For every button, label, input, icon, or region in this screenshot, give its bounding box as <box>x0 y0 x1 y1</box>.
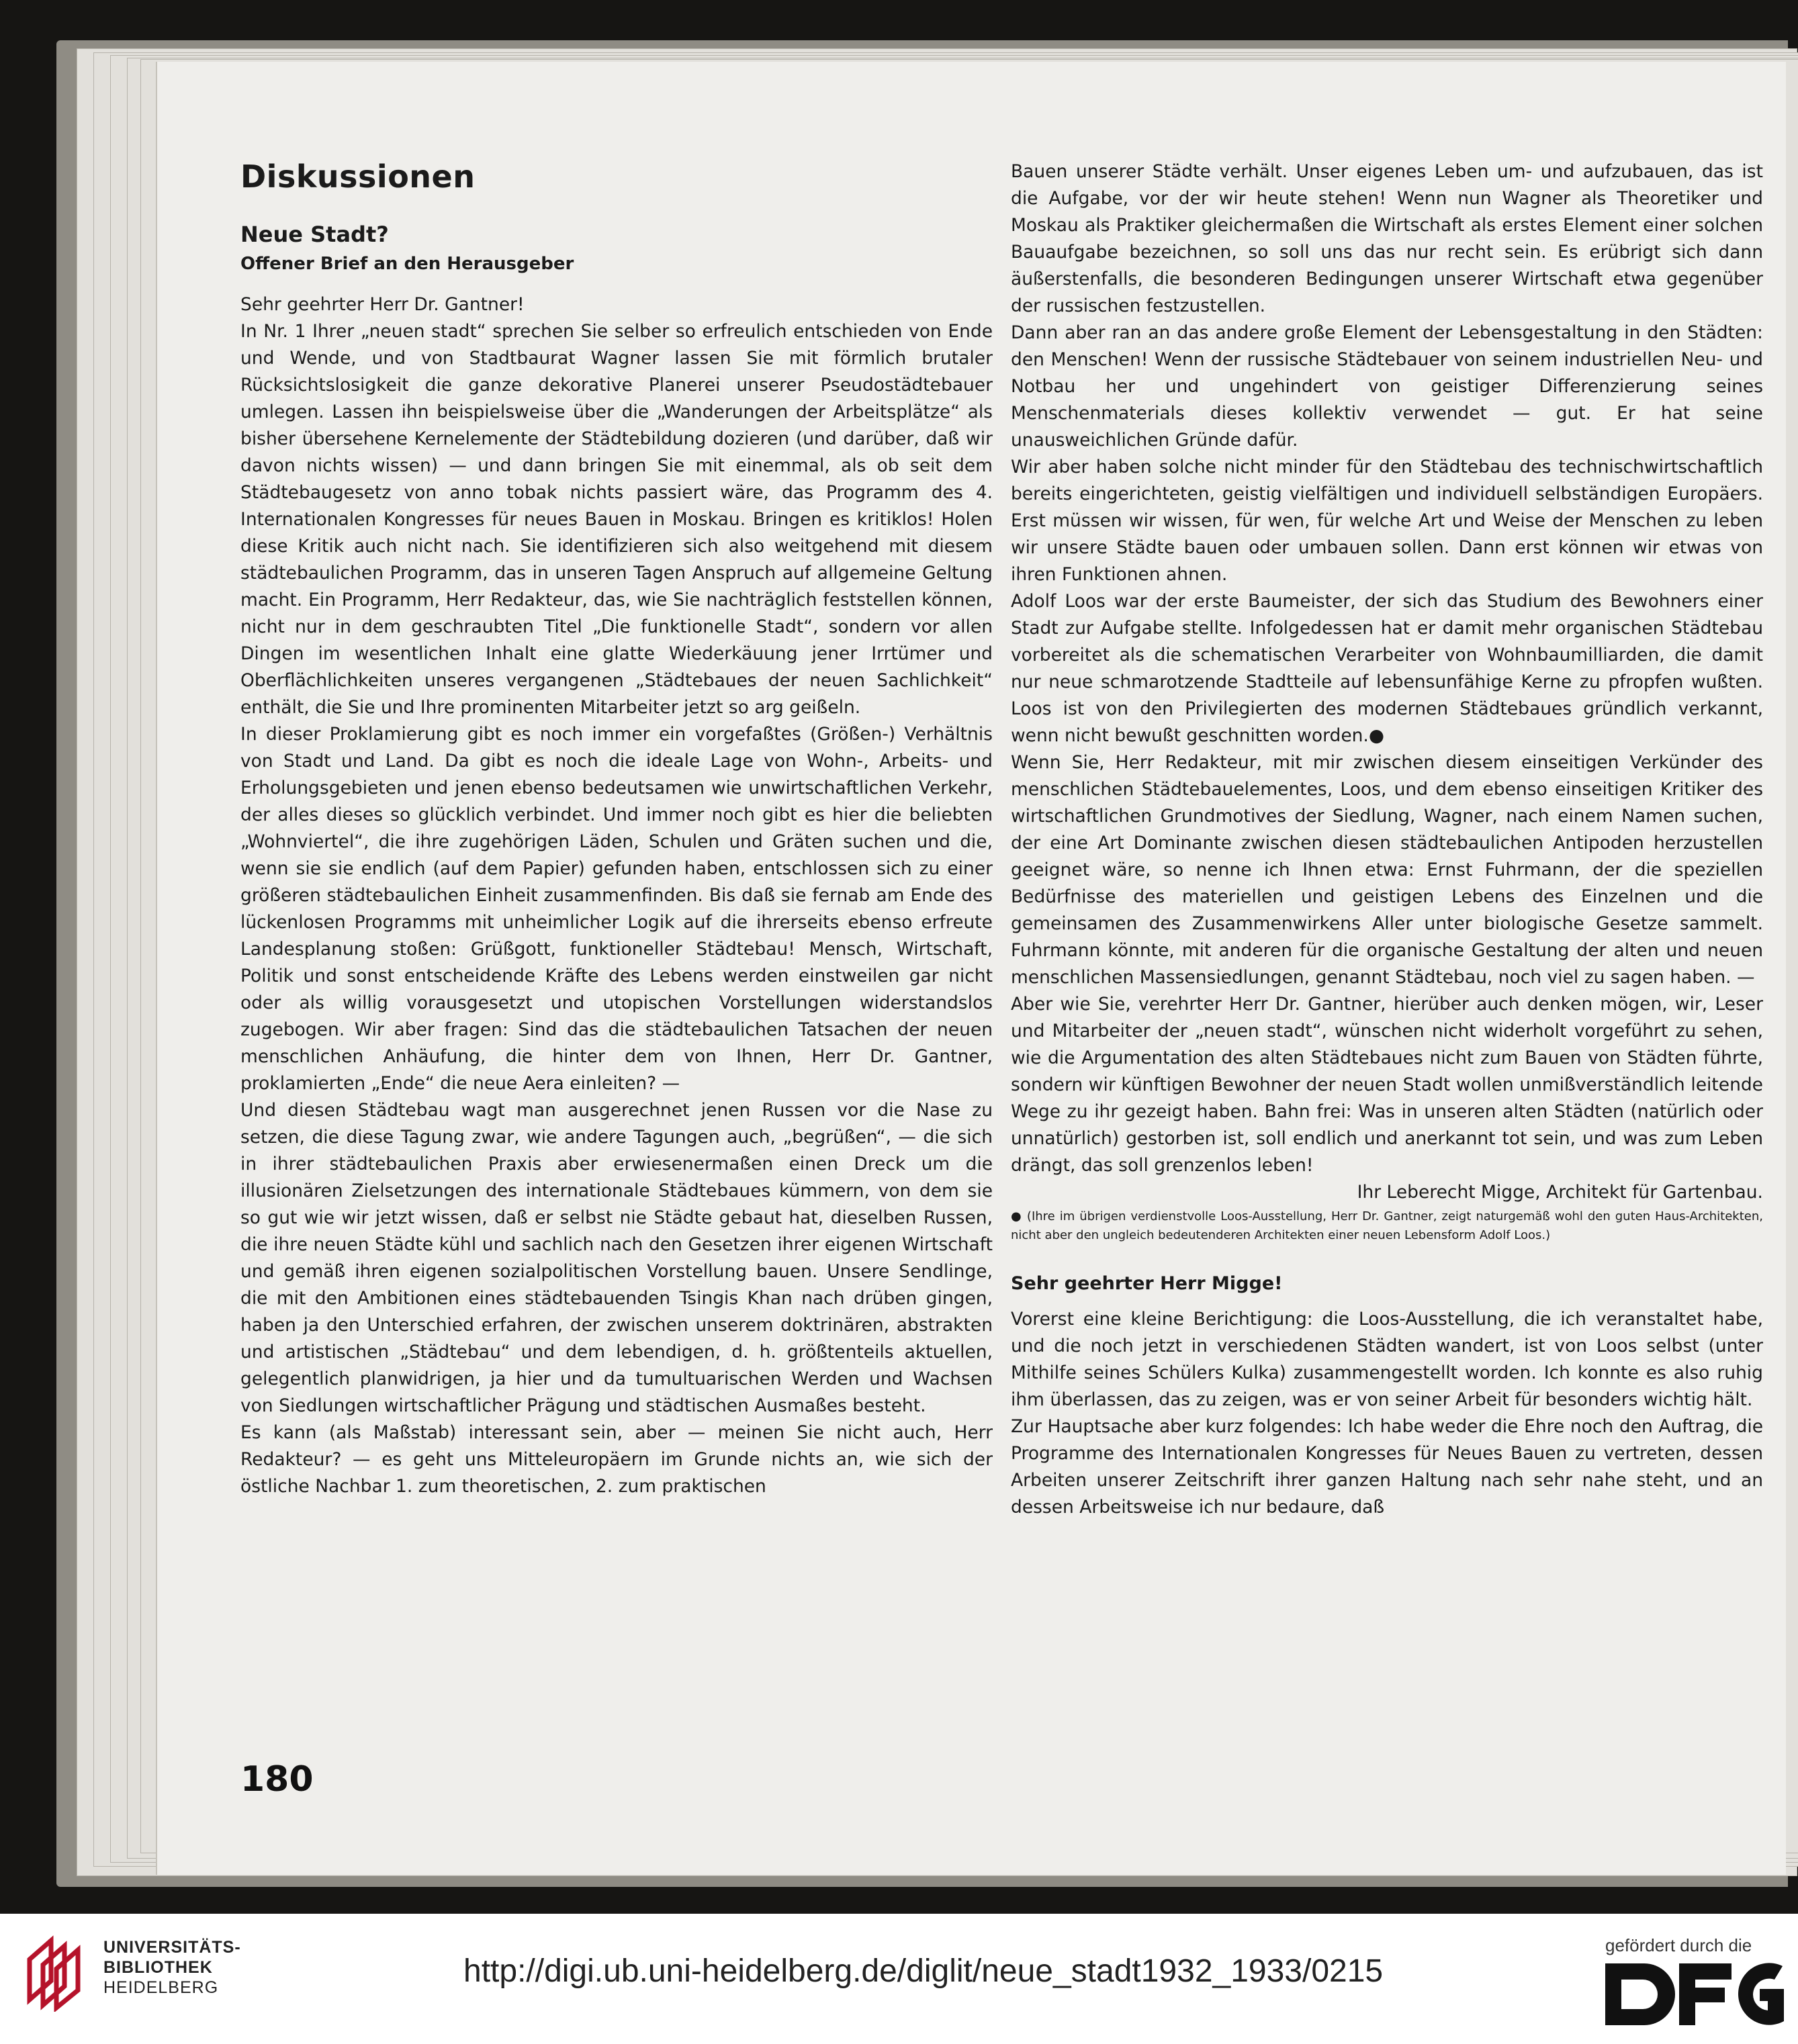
paragraph: Bauen unserer Städte verhält. Unser eigenes Leben um- und aufzubauen, das ist die Aufgabe, vor der wir heute stehen! Wenn nun Wagner als Theoretiker und Moskau als Praktiker gleichermaßen die Wirtschaft als erstes Element einer solchen Bauaufgabe bezeichnen, so soll uns das nur recht sein. Es erübrigt sich dann äußerstenfalls, die besonderen Bedingungen unserer Wirtschaft etwa gegenüber der russischen festzustellen. <box>1011 161 1763 316</box>
paragraph: Wenn Sie, Herr Redakteur, mit mir zwischen diesem einseitigen Verkünder des menschlichen Städtebauelementes, Loos, und dem ebenso einseitigen Kritiker des wirtschaftlichen Grundmotives der Siedlung, Wagner, nach einem Namen suchen, der eine Art Dominante zwischen diesen städtebaulichen Antipoden herzustellen geeignet wäre, so nenne ich Ihnen etwa: Ernst Fuhrmann, der die speziellen Bedürfnisse des materiellen und geistigen Lebens des Einzelnen und die gemeinsamen des Zusammenwirkens Aller unter biologische Gesetze sammelt. Fuhrmann könnte, mit anderen für die organische Gestaltung der alten und neuen menschlichen Massensiedlungen, genannt Städtebau, noch viel zu sagen haben. — <box>1011 752 1763 988</box>
paragraph: Adolf Loos war der erste Baumeister, der sich das Studium des Bewohners einer Stadt zur Aufgabe stellte. Infolgedessen hat er damit mehr organischen Städtebau vorbereitet als die schematischen Verarbeiter von Wohnbaumilliarden, die damit nur neue schmarotzende Stadtteile auf lebensunfähige Kerne zu pfropfen wußten. Loos ist von den Privilegierten des modernen Städtebaues gründlich verkannt, wenn nicht bewußt geschnitten worden.● <box>1011 591 1763 746</box>
reply-paragraph: Zur Hauptsache aber kurz folgendes: Ich habe weder die Ehre noch den Auftrag, die Programme des Internationalen Kongresses für Neues Bauen zu vertreten, dessen Arbeiten unserer Zeitschrift ihrer ganzen Haltung nach sehr nahe steht, und an dessen Arbeitsweise ich nur bedaure, daß <box>1011 1416 1763 1518</box>
signature: Ihr Leberecht Migge, Architekt für Gartenbau. <box>1357 1182 1763 1203</box>
city-name: HEIDELBERG <box>103 1978 219 1997</box>
university-library-logo-icon <box>17 1933 98 2012</box>
paragraph: Und diesen Städtebau wagt man ausgerechnet jenen Russen vor die Nase zu setzen, die diese Tagung zwar, wie andere Tagungen auch, „begrüßen“, — die sich in ihrer städtebaulichen Praxis aber erwiesenermaßen einen Dreck um die illusionären Zielsetzungen des internationale Städtebaues kümmern, von dem sie so gut wie wir jetzt wissen, daß er selbst nie Städte gebaut hat, dieselben Russen, die ihre neuen Städte kühl und sachlich nach den Gesetzen ihrer eigenen Wirtschaft und gemäß ihren eigenen sozialpolitischen Vorstellung bauen. Unsere Sendlinge, die mit den Ambitionen eines städtebauenden Tsingis Khan nach drüben gingen, haben ja den Unterschied erfahren, der zwischen unserem doktrinären, abstrakten und artistischen „Städtebau“ und dem lebendigen, d. h. größtenteils aktuellen, gelegentlich planwidrigen, ja hier und da tumultuarischen Werden und Wachsen von Siedlungen wirtschaftlicher Prägung und städtischen Ausmaßes besteht. <box>240 1100 993 1416</box>
reply-heading: Sehr geehrter Herr Migge! <box>1011 1273 1283 1294</box>
article-title: Neue Stadt? <box>240 222 389 247</box>
section-heading: Diskussionen <box>240 158 476 195</box>
paragraph: In Nr. 1 Ihrer „neuen stadt“ sprechen Sie selber so erfreulich entschieden von Ende und Wende, und von Stadtbaurat Wagner lassen Sie mit förmlich brutaler Rücksichtslosigkeit die ganze dekorative Planerei unserer Pseudostädtebauer umlegen. Lassen ihn beispielsweise über die „Wanderungen der Arbeitsplätze“ als bisher übersehene Kernelemente der Städtebildung dozieren (und darüber, daß wir davon nichts wissen) — und dann bringen Sie mit einemmal, als ob seit dem Städtebaugesetz von anno tobak nichts passiert wäre, das Programm des 4. Internationalen Kongresses für neues Bauen in Moskau. Bringen es kritiklos! Holen diese Kritik auch nicht nach. Sie identifizieren sich also weitgehend mit diesem städtebaulichen Programm, das in unseren Tagen Anspruch auf allgemeine Geltung macht. Ein Programm, Herr Redakteur, das, wie Sie nachträglich feststellen können, nicht nur in dem geschraubten Titel „Die funktionelle Stadt“, sondern vor allen Dingen im wesentlichen Inhalt eine glatte Wiederkäuung jener Irrtümer und Oberflächlichkeiten unseres vergangenen „Städtebaues der neuen Sachlichkeit“ enthält, die Sie und Ihre prominenten Mitarbeiter jetzt so arg geißeln. <box>240 321 993 718</box>
left-column <box>240 158 993 1500</box>
funded-by-text: gefördert durch die <box>1605 1935 1752 1955</box>
paragraph: Aber wie Sie, verehrter Herr Dr. Gantner, hierüber auch denken mögen, wir, Leser und Mitarbeiter der „neuen stadt“, wünschen nicht widerholt vorgeführt zu sehen, wie die Argumentation des alten Städtebaues nicht zum Bauen von Städten führte, sondern wir künftigen Bewohner der neuen Stadt wollen unmißverständlich leitende Wege zu ihr gezeigt haben. Bahn frei: Was in unseren alten Städten (natürlich oder unnatürlich) gestorben ist, soll endlich und anerkannt tot sein, und was zum Leben drängt, das soll grenzenlos leben! <box>1011 994 1763 1176</box>
footnote: ● (Ihre im übrigen verdienstvolle Loos-Ausstellung, Herr Dr. Gantner, zeigt naturgemäß wohl den guten Haus-Architekten, nicht aber den ungleich bedeutenderen Architekten einer neuen Lebensform Adolf Loos.) <box>1011 1209 1763 1242</box>
paragraph: Wir aber haben solche nicht minder für den Städtebau des technischwirtschaftlich bereits eingerichteten, geistig vielfältigen und individuell selbständigen Europäers. Erst müssen wir wissen, für wen, für welche Art und Weise der Menschen zu leben wir unsere Städte bauen oder umbauen sollen. Dann erst können wir etwas von ihren Funktionen ahnen. <box>1011 457 1763 585</box>
salutation: Sehr geehrter Herr Dr. Gantner! <box>240 294 525 315</box>
page-number: 180 <box>240 1759 314 1800</box>
book-page <box>156 62 1786 1875</box>
paragraph: Es kann (als Maßstab) interessant sein, aber — meinen Sie nicht auch, Herr Redakteur? — es geht uns Mitteleuropäern im Grunde nichts an, wie sich der östliche Nachbar 1. zum theoretischen, 2. zum praktischen <box>240 1422 993 1497</box>
university-name: UNIVERSITÄTS- <box>103 1938 241 1957</box>
article-subtitle: Offener Brief an den Herausgeber <box>240 254 574 274</box>
reply-paragraph: Vorerst eine kleine Berichtigung: die Loos-Ausstellung, die ich veranstaltet habe, und die noch jetzt in verschiedenen Städten wandert, ist von Loos selbst (unter Mithilfe seines Schülers Kulka) zusammengestellt worden. Ich konnte es also ruhig ihm überlassen, das zu zeigen, was er von seiner Arbeit für besonders wichtig hält. <box>1011 1309 1763 1410</box>
library-name: BIBLIOTHEK <box>103 1958 213 1977</box>
footer-bar <box>0 1914 1798 2044</box>
right-column <box>1011 158 1763 1521</box>
dfg-logo-icon <box>1604 1962 1785 2027</box>
paragraph: In dieser Proklamierung gibt es noch immer ein vorgefaßtes (Größen-) Verhältnis von Stadt und Land. Da gibt es noch die ideale Lage von Wohn-, Arbeits- und Erholungsgebieten und jenen ebenso bedeutsamen wie unwirtschaftlichen Verkehr, der alles dieses so glücklich verbindet. Und immer noch gibt es hier die beliebten „Wohnviertel“, die ihre zugehörigen Läden, Schulen und Gräten suchen und die, wenn sie sie endlich (auf dem Papier) gefunden haben, entschlossen sich zu einer größeren städtebaulichen Einheit zusammenfinden. Bis daß sie fernab am Ende des lückenlosen Programms mit unheimlicher Logik auf die ihrerseits ebenso erfreute Landesplanung stoßen: Grüßgott, funktioneller Städtebau! Mensch, Wirtschaft, Politik und sonst entscheidende Kräfte des Lebens werden einstweilen gar nicht oder als willig vorausgesetzt und utopischen Vorstellungen widerstandslos zugebogen. Wir aber fragen: Sind das die städtebaulichen Tatsachen der neuen menschlichen Anhäufung, die hinter dem von Ihnen, Herr Dr. Gantner, proklamierten „Ende“ die neue Aera einleiten? — <box>240 724 993 1094</box>
permalink-url[interactable]: http://digi.ub.uni-heidelberg.de/diglit/neue_stadt1932_1933/0215 <box>463 1953 1384 1989</box>
paragraph: Dann aber ran an das andere große Element der Lebensgestaltung in den Städten: den Menschen! Wenn der russische Städtebauer von seinem industriellen Neu- und Notbau her und ungehindert von geistiger Differenzierung seines Menschenmaterials dieses kollektiv verwendet — gut. Er hat seine unausweichlichen Gründe dafür. <box>1011 322 1763 451</box>
